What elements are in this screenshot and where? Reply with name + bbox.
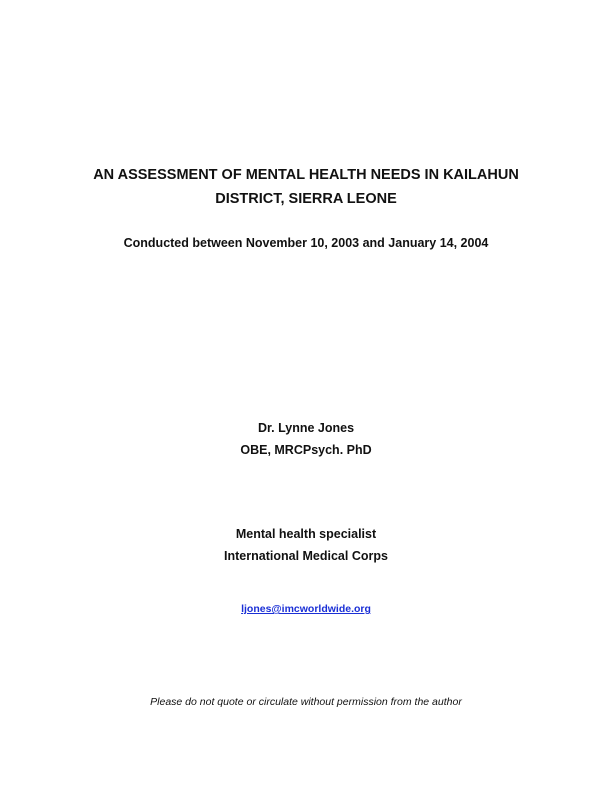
- author-organization: International Medical Corps: [224, 549, 388, 563]
- footer-disclaimer: Please do not quote or circulate without permission from the author: [150, 696, 462, 708]
- email-container: [0, 599, 612, 617]
- document-title-line-2: DISTRICT, SIERRA LEONE: [215, 191, 397, 207]
- author-name: Dr. Lynne Jones: [257, 421, 355, 435]
- author-credentials: OBE, MRCPsych. PhD: [240, 443, 372, 457]
- document-title-line-1: AN ASSESSMENT OF MENTAL HEALTH NEEDS IN KAILAHUN: [93, 167, 519, 183]
- author-email-link[interactable]: ljones@imcworldwide.org: [241, 603, 371, 615]
- author-role: Mental health specialist: [235, 527, 377, 541]
- assessment-dates: Conducted between November 10, 2003 and January 14, 2004: [123, 236, 489, 250]
